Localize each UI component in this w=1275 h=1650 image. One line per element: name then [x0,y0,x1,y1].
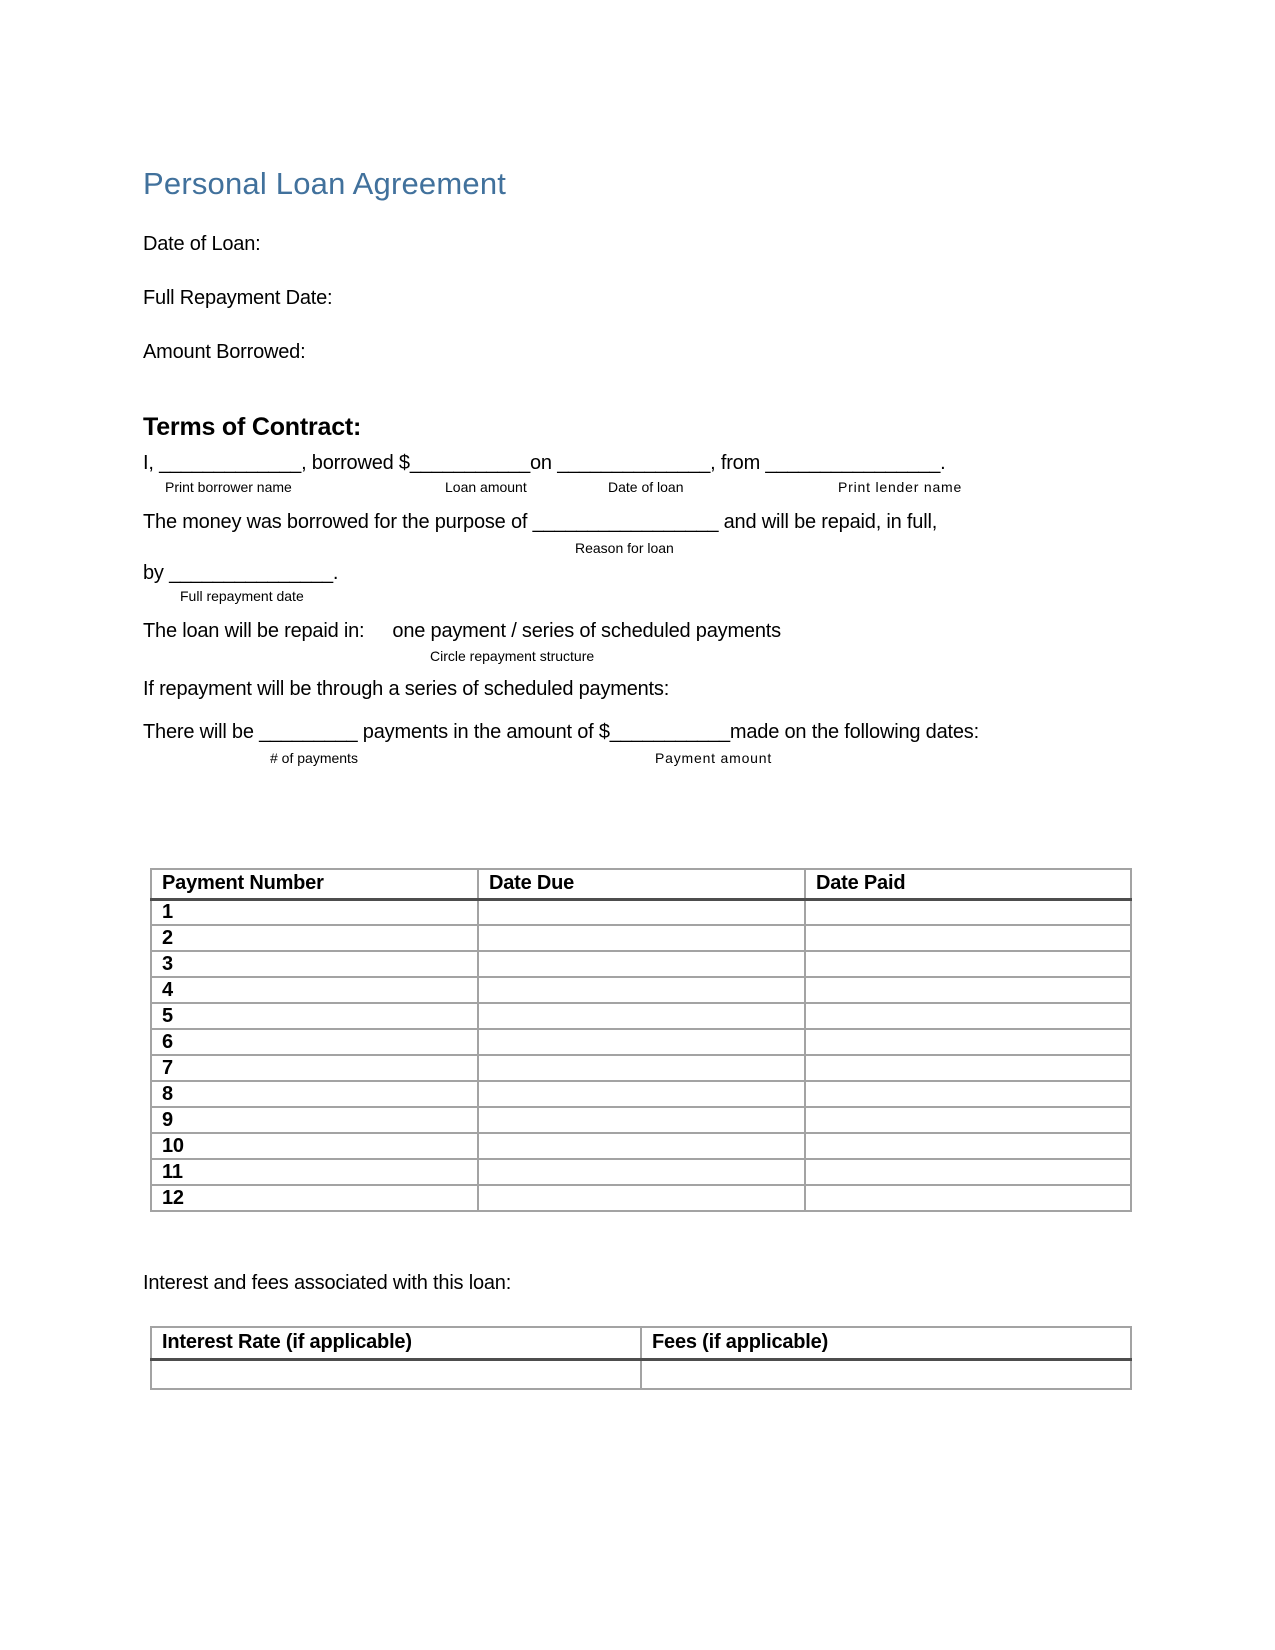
borrower-sentence: I, _____________, borrowed $___________on ______________, from ________________. [143,452,946,474]
payment-number-cell: 6 [151,1029,478,1055]
label-loan-amount: Loan amount [445,479,527,495]
date-due-cell[interactable] [478,1055,805,1081]
payment-number-cell: 4 [151,977,478,1003]
table-row [151,1359,1131,1389]
date-due-cell[interactable] [478,951,805,977]
table-row [151,1159,1131,1185]
field-date-of-loan: Date of Loan: [143,233,261,255]
date-due-cell[interactable] [478,899,805,925]
date-due-cell[interactable] [478,977,805,1003]
date-due-cell[interactable] [478,1081,805,1107]
date-due-cell[interactable] [478,1003,805,1029]
table-row [151,899,1131,925]
date-due-cell[interactable] [478,925,805,951]
payment-number-cell: 2 [151,925,478,951]
date-paid-cell[interactable] [805,1185,1131,1211]
page-title: Personal Loan Agreement [143,166,507,201]
interest-fees-table [150,1326,1132,1390]
interest-rate-cell[interactable] [151,1359,641,1389]
payment-number-cell: 5 [151,1003,478,1029]
label-date-of-loan: Date of loan [608,479,684,495]
repayment-by-sentence: by _______________. [143,562,339,584]
payment-number-cell: 12 [151,1185,478,1211]
date-due-cell[interactable] [478,1133,805,1159]
field-amount-borrowed: Amount Borrowed: [143,341,306,363]
date-paid-cell[interactable] [805,1133,1131,1159]
table-row [151,1185,1131,1211]
date-paid-cell[interactable] [805,1159,1131,1185]
table-row [151,1055,1131,1081]
interest-header-row [151,1327,1131,1359]
label-print-lender-name: Print lender name [838,479,963,495]
date-paid-cell[interactable] [805,1029,1131,1055]
purpose-sentence: The money was borrowed for the purpose of _________________ and will be repaid, in full, [143,511,938,533]
date-paid-cell[interactable] [805,977,1131,1003]
field-full-repayment-date: Full Repayment Date: [143,287,333,309]
payment-number-cell: 3 [151,951,478,977]
label-print-borrower-name: Print borrower name [165,479,292,495]
date-due-cell[interactable] [478,1029,805,1055]
payment-number-cell: 10 [151,1133,478,1159]
repayment-structure-sentence [143,620,781,643]
label-circle-repayment-structure: Circle repayment structure [430,648,595,664]
payments-count-sentence: There will be _________ payments in the amount of $___________made on the following dates: [143,721,979,743]
fees-cell[interactable] [641,1359,1131,1389]
interest-rate-header: Interest Rate (if applicable) [151,1327,641,1359]
date-due-cell[interactable] [478,1159,805,1185]
payments-table [150,868,1132,1212]
date-paid-cell[interactable] [805,1055,1131,1081]
table-row [151,925,1131,951]
table-row [151,1133,1131,1159]
table-row [151,1081,1131,1107]
date-paid-cell[interactable] [805,1107,1131,1133]
repayment-structure-prefix: The loan will be repaid in: [143,620,365,642]
repayment-options[interactable]: one payment / series of scheduled payments [392,620,781,642]
label-full-repayment-date: Full repayment date [180,588,304,604]
interest-fees-intro: Interest and fees associated with this loan: [143,1272,512,1294]
table-row [151,951,1131,977]
date-due-cell[interactable] [478,1185,805,1211]
scheduled-payments-intro: If repayment will be through a series of scheduled payments: [143,678,670,700]
date-paid-cell[interactable] [805,951,1131,977]
table-row [151,977,1131,1003]
payment-number-header: Payment Number [151,869,478,899]
date-paid-header: Date Paid [805,869,1131,899]
payments-header-row [151,869,1131,899]
label-payment-amount: Payment amount [655,750,773,766]
date-paid-cell[interactable] [805,925,1131,951]
table-row [151,1003,1131,1029]
label-num-payments: # of payments [270,750,358,766]
date-paid-cell[interactable] [805,899,1131,925]
payment-number-cell: 11 [151,1159,478,1185]
payment-number-cell: 9 [151,1107,478,1133]
payment-number-cell: 1 [151,899,478,925]
date-due-cell[interactable] [478,1107,805,1133]
payment-number-cell: 8 [151,1081,478,1107]
label-reason-for-loan: Reason for loan [575,540,674,556]
table-row [151,1029,1131,1055]
payment-number-cell: 7 [151,1055,478,1081]
date-paid-cell[interactable] [805,1081,1131,1107]
table-row [151,1107,1131,1133]
date-due-header: Date Due [478,869,805,899]
fees-header: Fees (if applicable) [641,1327,1131,1359]
date-paid-cell[interactable] [805,1003,1131,1029]
terms-heading: Terms of Contract: [143,413,362,441]
